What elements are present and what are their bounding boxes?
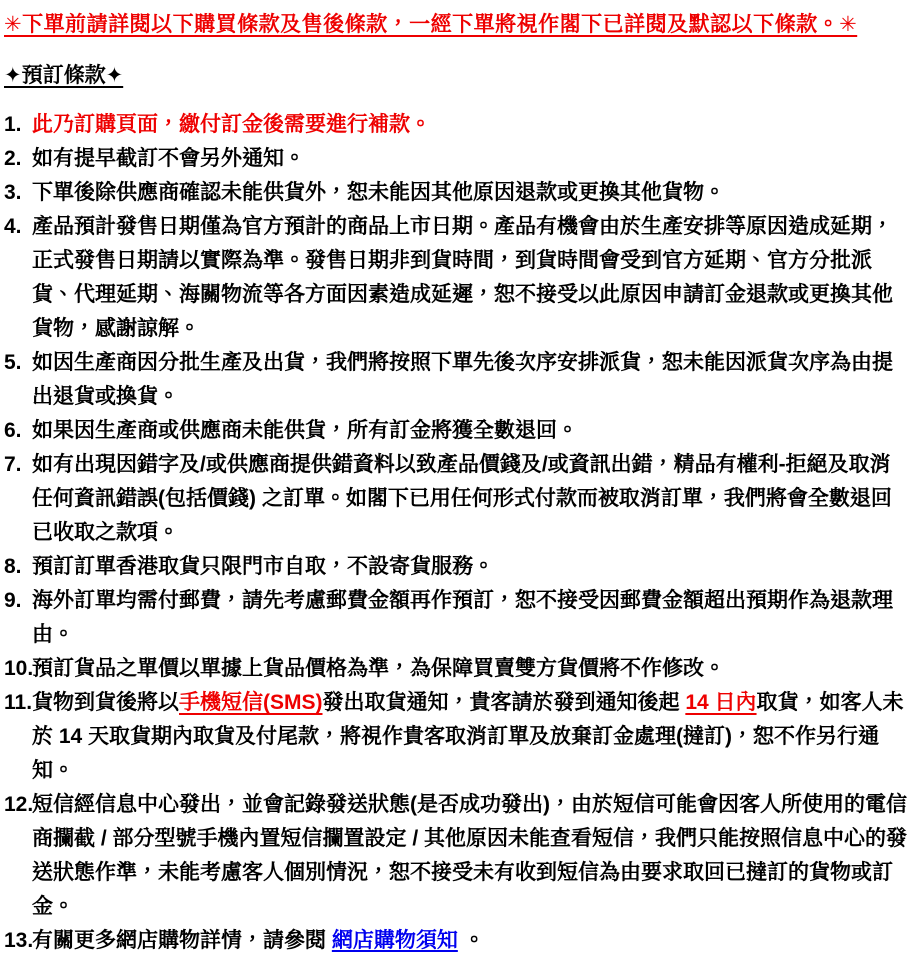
term-text [32,142,907,176]
term-text-segment: 貨物到貨後將以 [32,691,179,714]
term-number: 9. [4,589,22,612]
term-text [32,550,907,584]
term-number: 2. [4,147,22,170]
term-item-4 [4,210,907,346]
term-item-3 [4,176,907,210]
term-text [32,176,907,210]
term-item-1 [4,108,907,142]
term-item-2 [4,142,907,176]
term-text-segment: 如果因生產商或供應商未能供貨，所有訂金將獲全數退回。 [32,419,578,442]
term-text-segment: 發出取貨通知，貴客請於發到通知後起 [322,691,686,714]
term-text [32,788,907,924]
term-text-segment: 如有提早截訂不會另外通知。 [32,147,305,170]
term-text-segment: 產品預計發售日期僅為官方預計的商品上市日期。產品有機會由於生產安排等原因造成延期，正式發售日期請以實際為準。發售日期非到貨時間，到貨時間會受到官方延期、官方分批派貨、代理延期、海關物流等各方面因素造成延遲，恕不接受以此原因申請訂金退款或更換其他貨物，感謝諒解。 [32,215,893,340]
term-text [32,414,907,448]
term-number: 1. [4,113,22,136]
term-item-12 [4,788,907,924]
term-item-11 [4,686,907,788]
term-number: 8. [4,555,22,578]
term-number: 4. [4,215,22,238]
term-text-segment: 下單後除供應商確認未能供貨外，恕未能因其他原因退款或更換其他貨物。 [32,181,725,204]
term-text-segment: 預訂貨品之單價以單據上貨品價格為準，為保障買賣雙方貨價將不作修改。 [32,657,725,680]
term-text-segment: 如有出現因錯字及/或供應商提供錯資料以致產品價錢及/或資訊出錯，精品有權利-拒絕及取消任何資訊錯誤(包括價錢) 之訂單。如閣下已用任何形式付款而被取消訂單，我們將會全數退回已收取之款項。 [32,453,892,544]
term-number: 5. [4,351,22,374]
term-number: 12. [4,793,34,816]
section-title-preorder-terms: ✦預訂條款✦ [4,64,124,87]
term-text-segment: 有關更多網店購物詳情，請參閱 [32,929,332,952]
term-text-red: 此乃訂購頁面，繳付訂金後需要進行補款。 [32,113,431,136]
term-text-segment: 海外訂單均需付郵費，請先考慮郵費金額再作預訂，恕不接受因郵費金額超出預期作為退款理由。 [32,589,893,646]
term-item-13 [4,924,907,958]
term-text [32,346,907,414]
term-text-segment: 如因生產商因分批生產及出貨，我們將按照下單先後次序安排派貨，恕未能因派貨次序為由提出退貨或換貨。 [32,351,893,408]
term-number: 6. [4,419,22,442]
term-number: 3. [4,181,22,204]
store-shopping-notice-link[interactable]: 網店購物須知 [331,929,458,952]
term-item-9 [4,584,907,652]
term-number: 7. [4,453,22,476]
term-number: 13. [4,929,34,952]
term-text [32,924,907,958]
term-text-segment: 預訂訂單香港取貨只限門市自取，不設寄貨服務。 [32,555,494,578]
term-text-segment: 。 [457,929,485,952]
term-item-8 [4,550,907,584]
term-item-6 [4,414,907,448]
purchase-terms-notice: ✳下單前請詳閱以下購買條款及售後條款，一經下單將視作閣下已詳閱及默認以下條款。✳ [4,13,858,36]
terms-list [4,108,907,958]
term-text-red-underlined: 14 日內 [685,691,757,714]
term-number: 11. [4,691,33,714]
term-text [32,448,907,550]
term-text [32,652,907,686]
term-text [32,108,907,142]
term-item-5 [4,346,907,414]
term-item-7 [4,448,907,550]
term-item-10 [4,652,907,686]
term-text [32,584,907,652]
term-number: 10. [4,657,34,680]
term-text-segment: 短信經信息中心發出，並會記錄發送狀態(是否成功發出)，由於短信可能會因客人所使用的電信商攔截 / 部分型號手機內置短信攔置設定 / 其他原因未能查看短信，我們只能按照信息中心的發送狀態作準，未能考慮客人個別情況，恕不接受未有收到短信為由要求取回已撻訂的貨物或訂金。 [32,793,908,918]
term-text-red-underlined: 手機短信(SMS) [179,691,323,714]
term-text [32,210,907,346]
term-text [32,686,907,788]
section-title-row [4,40,907,91]
term-text-segment: 取貨，如客人未於 14 天取貨期內取貨及付尾款，將視作貴客取消訂單及放棄訂金處理(撻訂)，恕不作另行通知。 [32,691,904,782]
